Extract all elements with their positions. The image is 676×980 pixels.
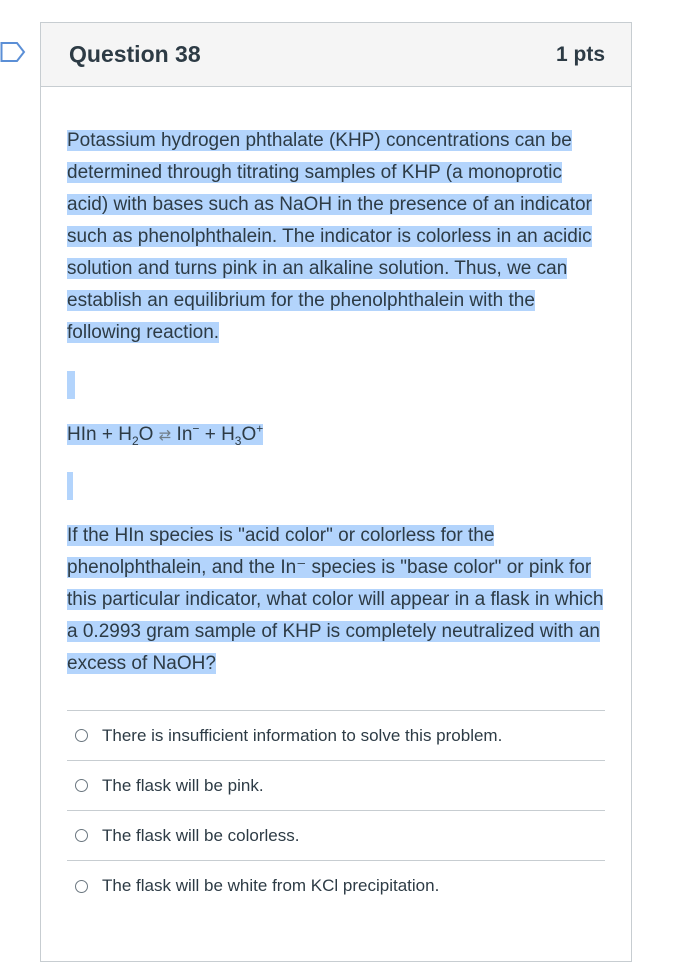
answer-label: There is insufficient information to solve this problem. xyxy=(102,725,503,745)
bookmark-flag-icon[interactable] xyxy=(0,40,26,64)
radio-circle-icon[interactable] xyxy=(75,829,88,842)
answer-option-white-kcl[interactable] xyxy=(67,861,605,911)
question-header xyxy=(41,23,631,87)
question-intro-text: Potassium hydrogen phthalate (KHP) concentrations can be determined through titrating samples of KHP (a monoprotic acid) with bases such as NaOH in the presence of an indicator such as phenolphthalein. The indicator is colorless in an acidic solution and turns pink in an alkaline solution. Thus, we can establish an equilibrium for the phenolphthalein with the following reaction. xyxy=(67,130,592,343)
equilibrium-arrow-icon: ⇄ xyxy=(158,427,172,444)
question-title: Question 38 xyxy=(69,41,201,67)
answer-option-colorless[interactable] xyxy=(67,811,605,861)
question-body xyxy=(41,87,631,911)
selected-empty-line xyxy=(67,369,605,401)
radio-circle-icon[interactable] xyxy=(75,779,88,792)
question-card xyxy=(40,22,632,962)
answer-label: The flask will be white from KCl precipitation. xyxy=(102,876,440,895)
question-prompt-text: If the HIn species is "acid color" or colorless for the phenolphthalein, and the In⁻ species is "base color" or pink for this particular indicator, what color will appear in a flask in which a 0.2993 gram sample of KHP is completely neutralized with an excess of NaOH? xyxy=(67,525,604,674)
answer-label: The flask will be colorless. xyxy=(102,825,300,845)
radio-circle-icon[interactable] xyxy=(75,729,88,742)
reaction-equation: HIn + $H_2O$ ⇄ $In^- + H_3O^+$ xyxy=(67,421,264,448)
answer-label: The flask will be pink. xyxy=(102,775,264,795)
answer-option-insufficient[interactable] xyxy=(67,711,605,761)
radio-circle-icon[interactable] xyxy=(75,880,88,893)
selected-empty-line-2 xyxy=(67,470,605,502)
question-points: 1 pts xyxy=(555,42,605,66)
answer-option-pink[interactable] xyxy=(67,761,605,811)
answer-list xyxy=(67,710,605,911)
